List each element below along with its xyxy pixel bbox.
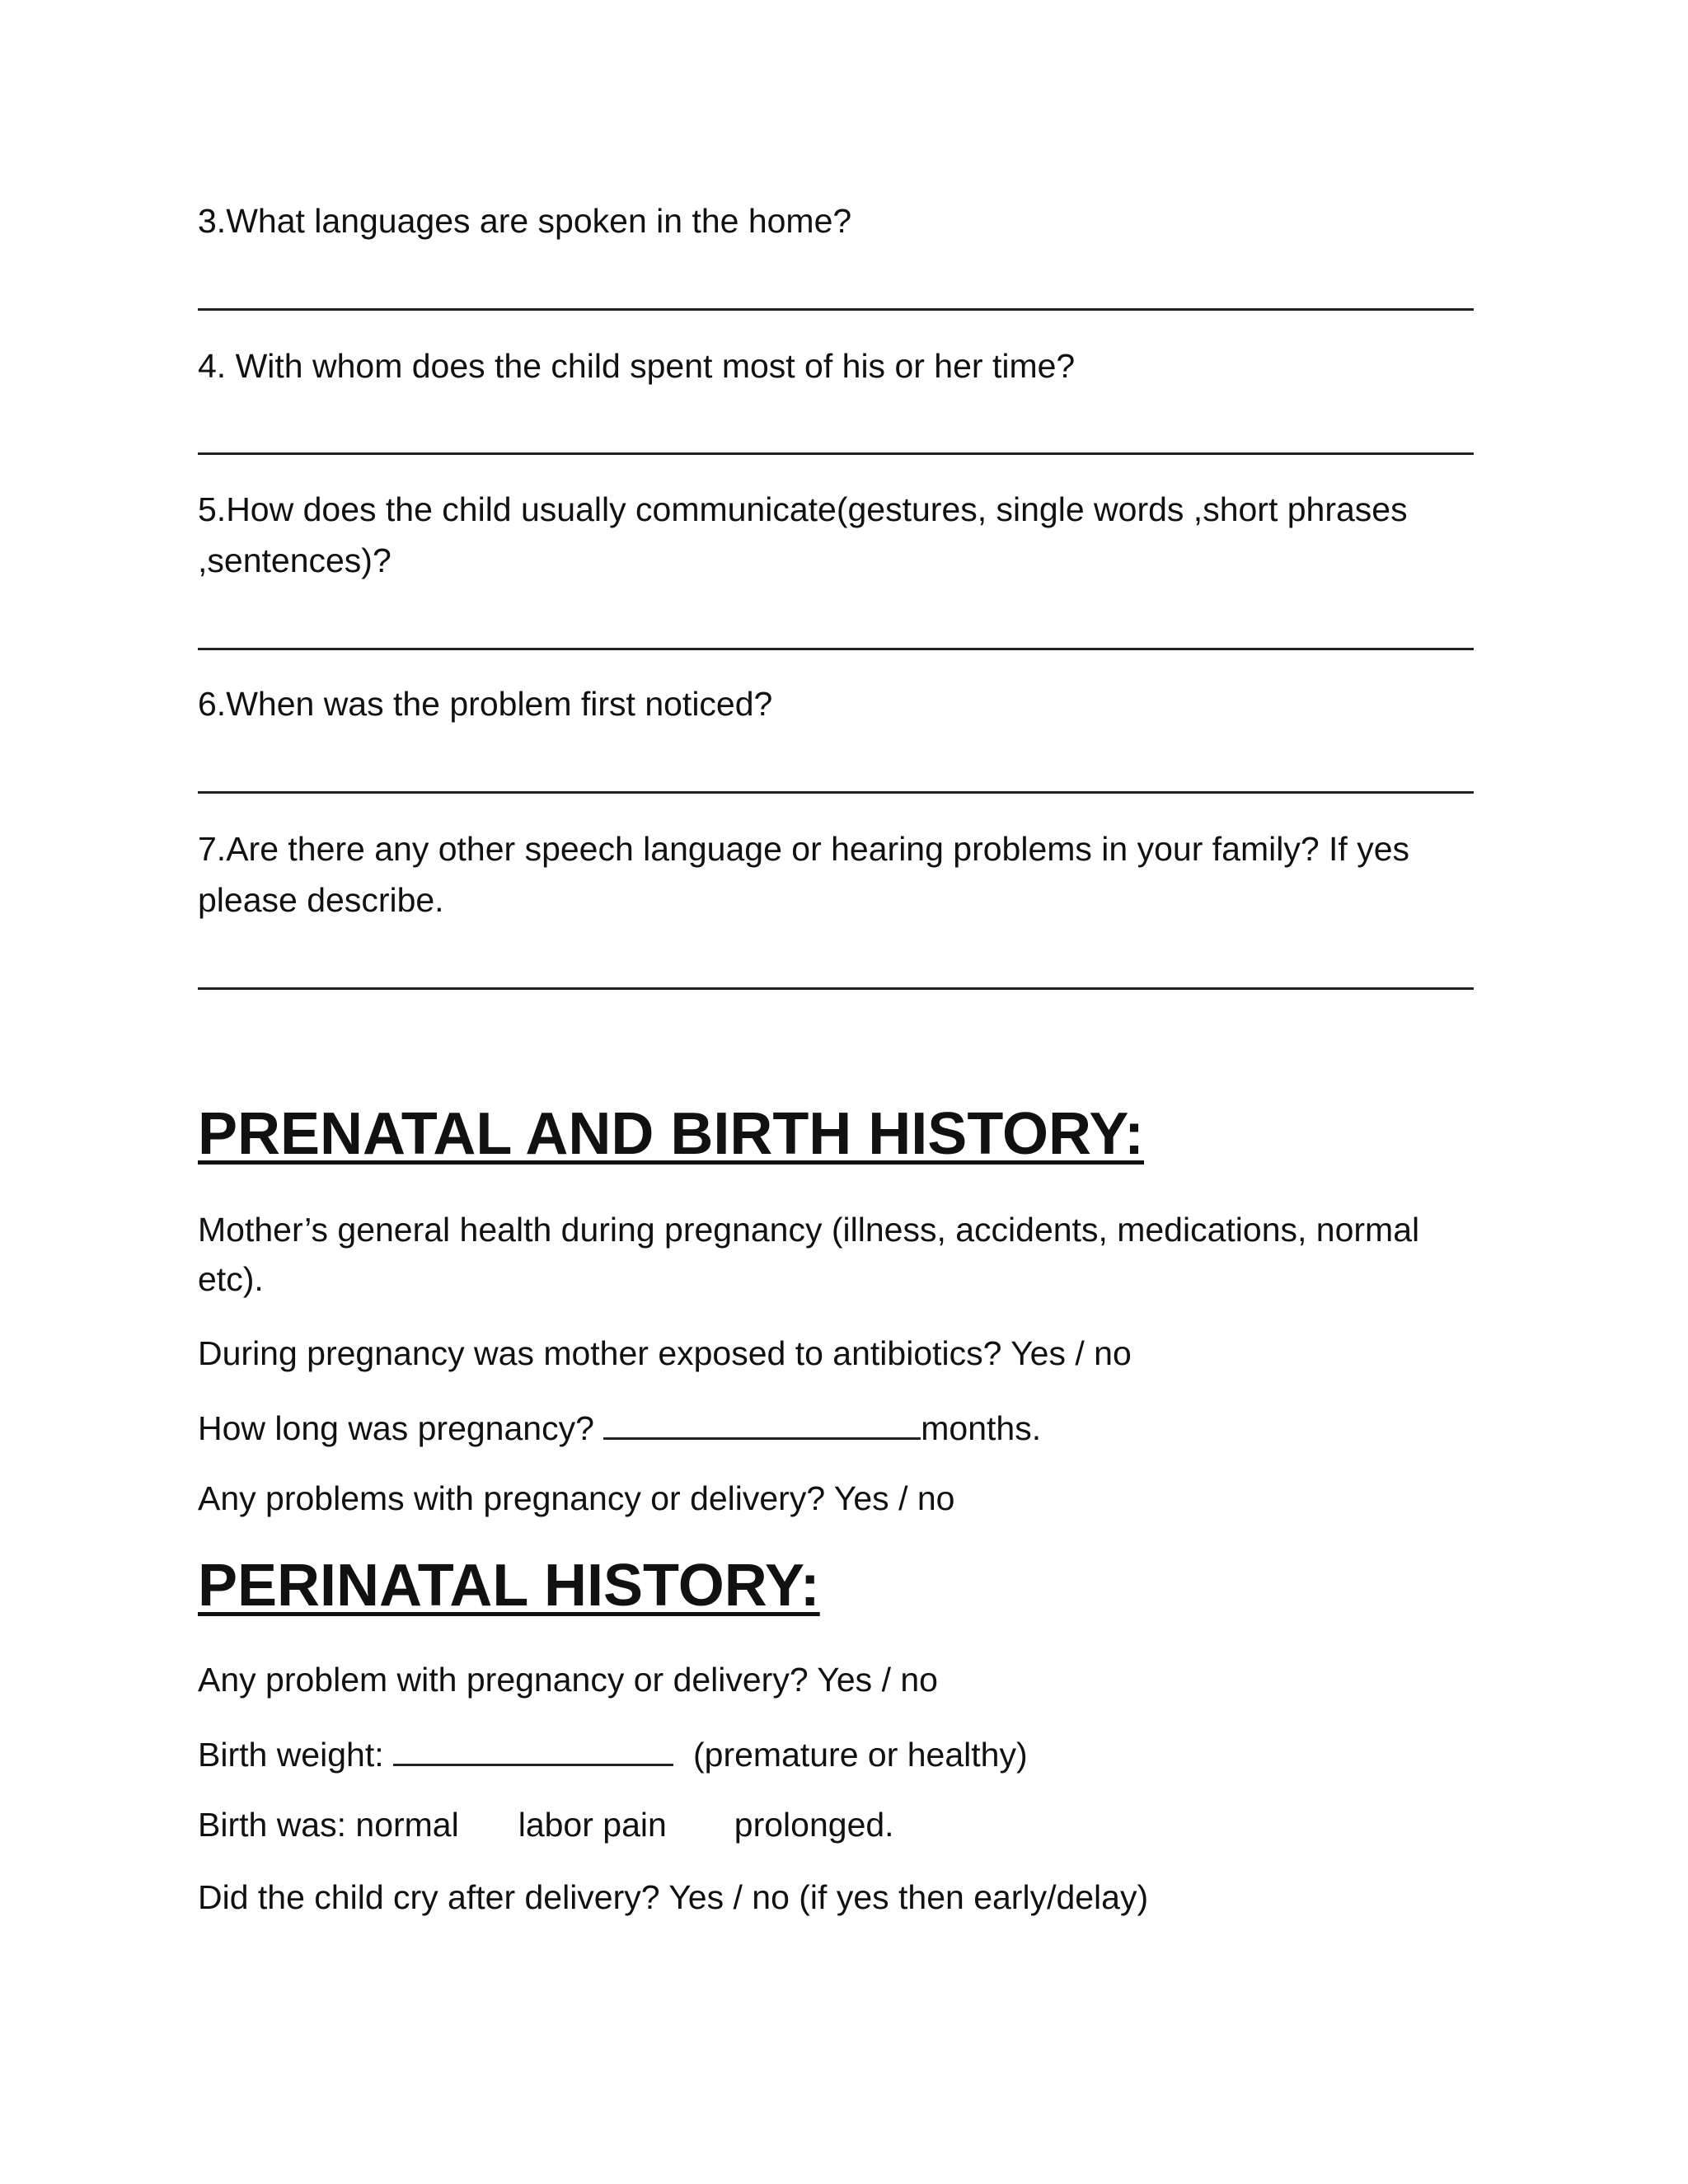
question-7-answer-line[interactable] (198, 987, 1474, 990)
pregnancy-length-blank[interactable] (603, 1409, 921, 1440)
question-5-text-line-1: 5.How does the child usually communicate(gestures, single words ,short phrases (198, 490, 1408, 528)
question-7-text-line-1: 7.Are there any other speech language or hearing problems in your family? If yes (198, 830, 1409, 868)
prenatal-antibiotics: During pregnancy was mother exposed to antibiotics? Yes / no (198, 1334, 1132, 1372)
perinatal-heading: PERINATAL HISTORY: (198, 1553, 820, 1619)
birth-type-labor-pain: labor pain (518, 1806, 667, 1844)
question-3-answer-line[interactable] (198, 308, 1474, 311)
prenatal-length-row (198, 1409, 1041, 1446)
question-5-answer-line[interactable] (198, 648, 1474, 650)
birth-type-row (198, 1808, 894, 1842)
question-4-text: 4. With whom does the child spent most of his or her time? (198, 347, 1076, 385)
prenatal-length-unit: months. (921, 1409, 1042, 1447)
birth-weight-label: Birth weight: (198, 1736, 393, 1774)
prenatal-problems: Any problems with pregnancy or delivery? Yes / no (198, 1479, 955, 1517)
question-3-text: 3.What languages are spoken in the home? (198, 202, 852, 240)
question-4-answer-line[interactable] (198, 452, 1474, 455)
birth-type-label: Birth was: normal (198, 1806, 459, 1844)
perinatal-problem: Any problem with pregnancy or delivery? Yes / no (198, 1661, 938, 1699)
prenatal-length-label: How long was pregnancy? (198, 1409, 604, 1447)
birth-type-prolonged: prolonged. (734, 1806, 894, 1844)
prenatal-heading: PRENATAL AND BIRTH HISTORY: (198, 1101, 1144, 1167)
question-7-text-line-2: please describe. (198, 881, 444, 919)
question-5-text-line-2: ,sentences)? (198, 541, 392, 579)
question-6-text: 6.When was the problem first noticed? (198, 685, 773, 723)
question-6-answer-line[interactable] (198, 791, 1474, 794)
prenatal-health-line-2: etc). (198, 1260, 264, 1298)
birth-weight-note: (premature or healthy) (693, 1736, 1028, 1774)
birth-weight-row (198, 1736, 1028, 1772)
prenatal-health-line-1: Mother’s general health during pregnancy (illness, accidents, medications, normal (198, 1211, 1420, 1249)
child-cry-question: Did the child cry after delivery? Yes / no (if yes then early/delay) (198, 1878, 1149, 1916)
birth-weight-blank[interactable] (393, 1736, 673, 1766)
